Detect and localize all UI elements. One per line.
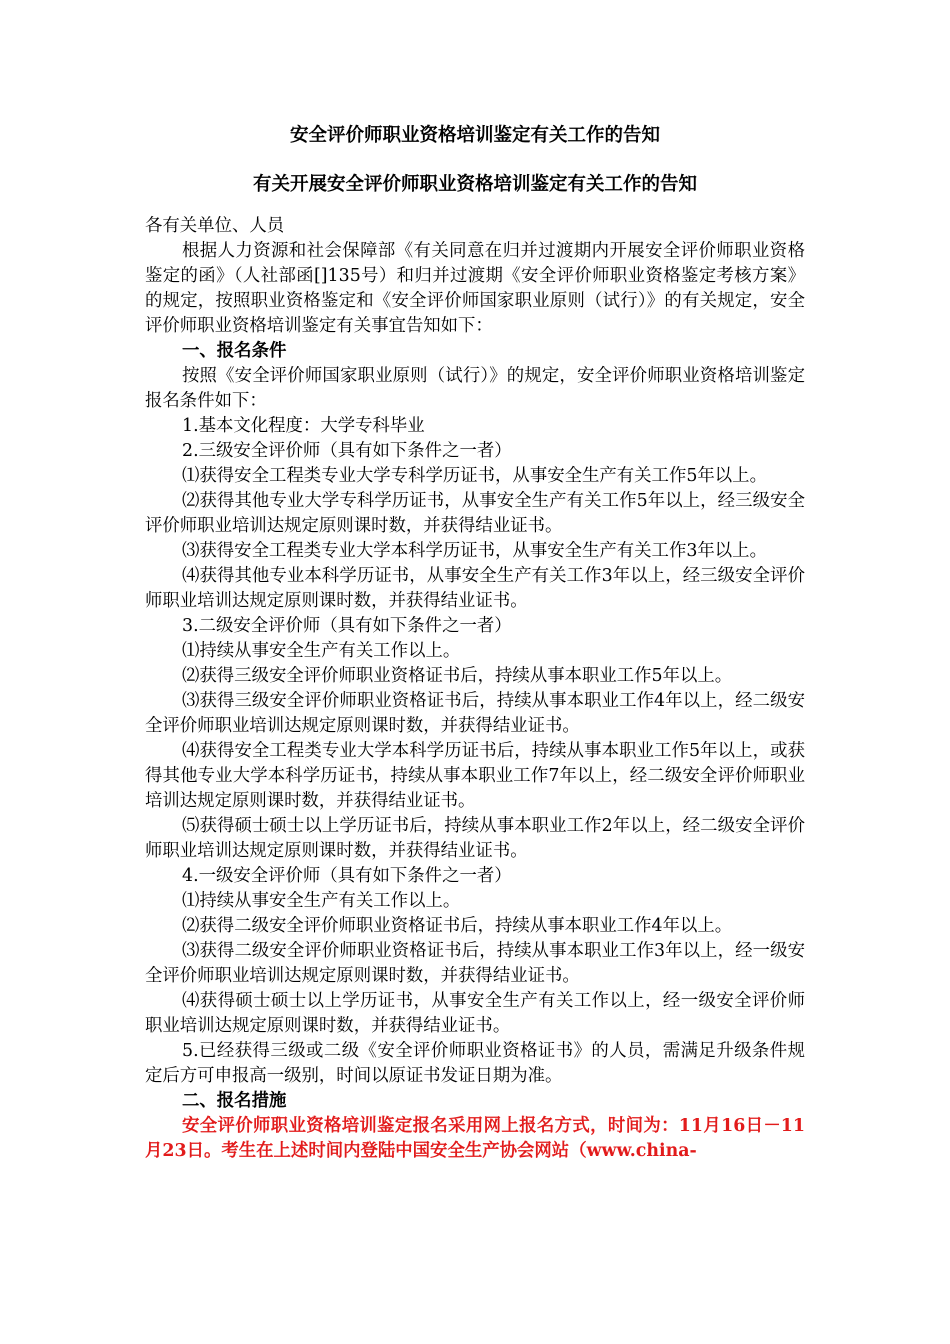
paragraph: 各有关单位、人员 [145, 216, 285, 236]
paragraph: ⑶获得安全工程类专业大学本科学历证书，从事安全生产有关工作3年以上。 [182, 541, 767, 561]
document-body [145, 214, 805, 1164]
section-heading: 二、报名措施 [182, 1091, 287, 1111]
paragraph: 1.基本文化程度：大学专科毕业 [182, 416, 425, 436]
paragraph: ⑴持续从事安全生产有关工作以上。 [182, 641, 461, 661]
paragraph: ⑵获得其他专业大学专科学历证书，从事安全生产有关工作5年以上，经三级安全评价师职业培训达规定原则课时数，并获得结业证书。 [145, 491, 805, 536]
paragraph: 根据人力资源和社会保障部《有关同意在归并过渡期内开展安全评价师职业资格鉴定的函》（人社部函[]135号）和归并过渡期《安全评价师职业资格鉴定考核方案》的规定，按照职业资格鉴定和《安全评价师国家职业原则（试行）》的有关规定，安全评价师职业资格培训鉴定有关事宜告知如下： [145, 241, 805, 336]
paragraph: ⑴获得安全工程类专业大学专科学历证书，从事安全生产有关工作5年以上。 [182, 466, 767, 486]
paragraph: 按照《安全评价师国家职业原则（试行）》的规定，安全评价师职业资格培训鉴定报名条件如下： [145, 366, 805, 411]
paragraph: 3.二级安全评价师（具有如下条件之一者） [182, 616, 512, 636]
paragraph: 2.三级安全评价师（具有如下条件之一者） [182, 441, 512, 461]
paragraph: ⑵获得三级安全评价师职业资格证书后，持续从事本职业工作5年以上。 [182, 666, 733, 686]
document-subtitle: 有关开展安全评价师职业资格培训鉴定有关工作的告知 [252, 174, 697, 195]
paragraph: ⑶获得三级安全评价师职业资格证书后，持续从事本职业工作4年以上，经二级安全评价师职业培训达规定原则课时数，并获得结业证书。 [145, 691, 805, 736]
paragraph: ⑷获得安全工程类专业大学本科学历证书后，持续从事本职业工作5年以上，或获得其他专业大学本科学历证书，持续从事本职业工作7年以上，经二级安全评价师职业培训达规定原则课时数，并获得结业证书。 [145, 741, 805, 811]
paragraph: ⑷获得其他专业本科学历证书，从事安全生产有关工作3年以上，经三级安全评价师职业培训达规定原则课时数，并获得结业证书。 [145, 566, 805, 611]
paragraph: 5.已经获得三级或二级《安全评价师职业资格证书》的人员，需满足升级条件规定后方可申报高一级别，时间以原证书发证日期为准。 [145, 1041, 805, 1086]
paragraph: 4.一级安全评价师（具有如下条件之一者） [182, 866, 512, 886]
paragraph: ⑷获得硕士硕士以上学历证书，从事安全生产有关工作以上，经一级安全评价师职业培训达规定原则课时数，并获得结业证书。 [145, 991, 805, 1036]
document-title: 安全评价师职业资格培训鉴定有关工作的告知 [289, 125, 660, 146]
paragraph: ⑶获得二级安全评价师职业资格证书后，持续从事本职业工作3年以上，经一级安全评价师职业培训达规定原则课时数，并获得结业证书。 [145, 941, 805, 986]
section-heading: 一、报名条件 [182, 341, 287, 361]
paragraph: ⑴持续从事安全生产有关工作以上。 [182, 891, 461, 911]
paragraph: ⑸获得硕士硕士以上学历证书后，持续从事本职业工作2年以上，经二级安全评价师职业培训达规定原则课时数，并获得结业证书。 [145, 816, 805, 861]
highlighted-paragraph: 安全评价师职业资格培训鉴定报名采用网上报名方式，时间为：11月16日－11月23日。考生在上述时间内登陆中国安全生产协会网站（www.china- [145, 1116, 805, 1161]
paragraph: ⑵获得二级安全评价师职业资格证书后，持续从事本职业工作4年以上。 [182, 916, 733, 936]
